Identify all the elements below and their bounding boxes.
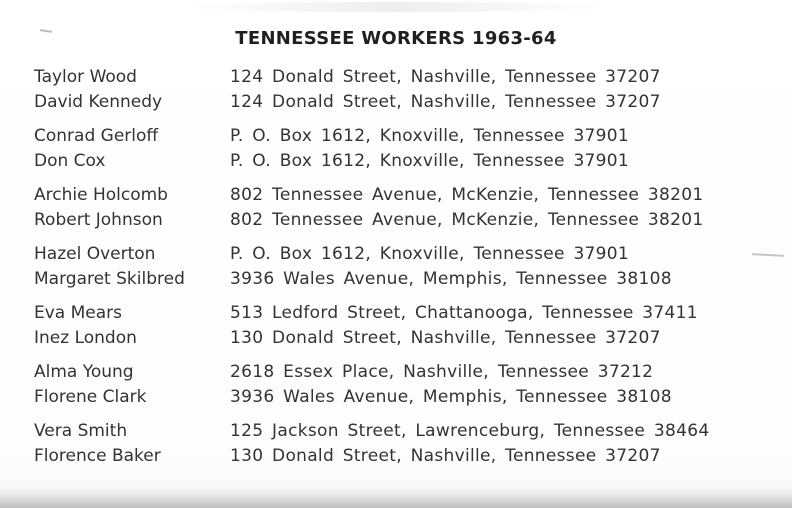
- worker-name: Margaret Skilbred: [34, 268, 185, 289]
- worker-row: [34, 266, 774, 291]
- worker-address: 3936 Wales Avenue, Memphis, Tennessee 38108: [230, 268, 672, 289]
- worker-row: [34, 325, 774, 350]
- worker-address: 124 Donald Street, Nashville, Tennessee 37207: [230, 66, 661, 87]
- worker-row: [34, 359, 774, 384]
- worker-listing: [34, 64, 774, 477]
- worker-name: Florene Clark: [34, 386, 147, 407]
- worker-name: Florence Baker: [34, 445, 161, 466]
- worker-group: [34, 418, 774, 468]
- worker-row: [34, 64, 774, 89]
- worker-name: Alma Young: [34, 361, 134, 382]
- worker-name: Hazel Overton: [34, 243, 156, 264]
- worker-group: [34, 241, 774, 291]
- worker-row: [34, 384, 774, 409]
- worker-row: [34, 148, 774, 173]
- document-title: TENNESSEE WORKERS 1963-64: [235, 28, 557, 49]
- worker-address: 124 Donald Street, Nashville, Tennessee 37207: [230, 91, 661, 112]
- worker-group: [34, 64, 774, 114]
- scan-smudge: [180, 2, 610, 12]
- worker-address: 802 Tennessee Avenue, McKenzie, Tennessee 38201: [230, 184, 704, 205]
- worker-address: 2618 Essex Place, Nashville, Tennessee 37212: [230, 361, 654, 382]
- worker-address: 130 Donald Street, Nashville, Tennessee 37207: [230, 445, 661, 466]
- worker-name: Robert Johnson: [34, 209, 163, 230]
- worker-row: [34, 418, 774, 443]
- worker-address: 802 Tennessee Avenue, McKenzie, Tennessee 38201: [230, 209, 704, 230]
- worker-address: 3936 Wales Avenue, Memphis, Tennessee 38108: [230, 386, 672, 407]
- worker-address: P. O. Box 1612, Knoxville, Tennessee 37901: [230, 150, 630, 171]
- worker-group: [34, 182, 774, 232]
- worker-name: Conrad Gerloff: [34, 125, 159, 146]
- worker-address: P. O. Box 1612, Knoxville, Tennessee 37901: [230, 125, 630, 146]
- worker-name: Don Cox: [34, 150, 106, 171]
- worker-name: Taylor Wood: [34, 66, 137, 87]
- worker-name: Inez London: [34, 327, 137, 348]
- worker-name: Archie Holcomb: [34, 184, 168, 205]
- worker-row: [34, 182, 774, 207]
- scan-edge: [0, 486, 792, 508]
- worker-name: David Kennedy: [34, 91, 163, 112]
- worker-row: [34, 241, 774, 266]
- worker-address: P. O. Box 1612, Knoxville, Tennessee 37901: [230, 243, 630, 264]
- worker-address: 513 Ledford Street, Chattanooga, Tennessee 37411: [230, 302, 698, 323]
- worker-row: [34, 123, 774, 148]
- worker-name: Eva Mears: [34, 302, 123, 323]
- worker-row: [34, 300, 774, 325]
- worker-row: [34, 89, 774, 114]
- worker-address: 130 Donald Street, Nashville, Tennessee 37207: [230, 327, 661, 348]
- worker-row: [34, 207, 774, 232]
- worker-address: 125 Jackson Street, Lawrenceburg, Tennessee 38464: [230, 420, 710, 441]
- worker-group: [34, 300, 774, 350]
- worker-row: [34, 443, 774, 468]
- worker-group: [34, 123, 774, 173]
- worker-group: [34, 359, 774, 409]
- worker-name: Vera Smith: [34, 420, 128, 441]
